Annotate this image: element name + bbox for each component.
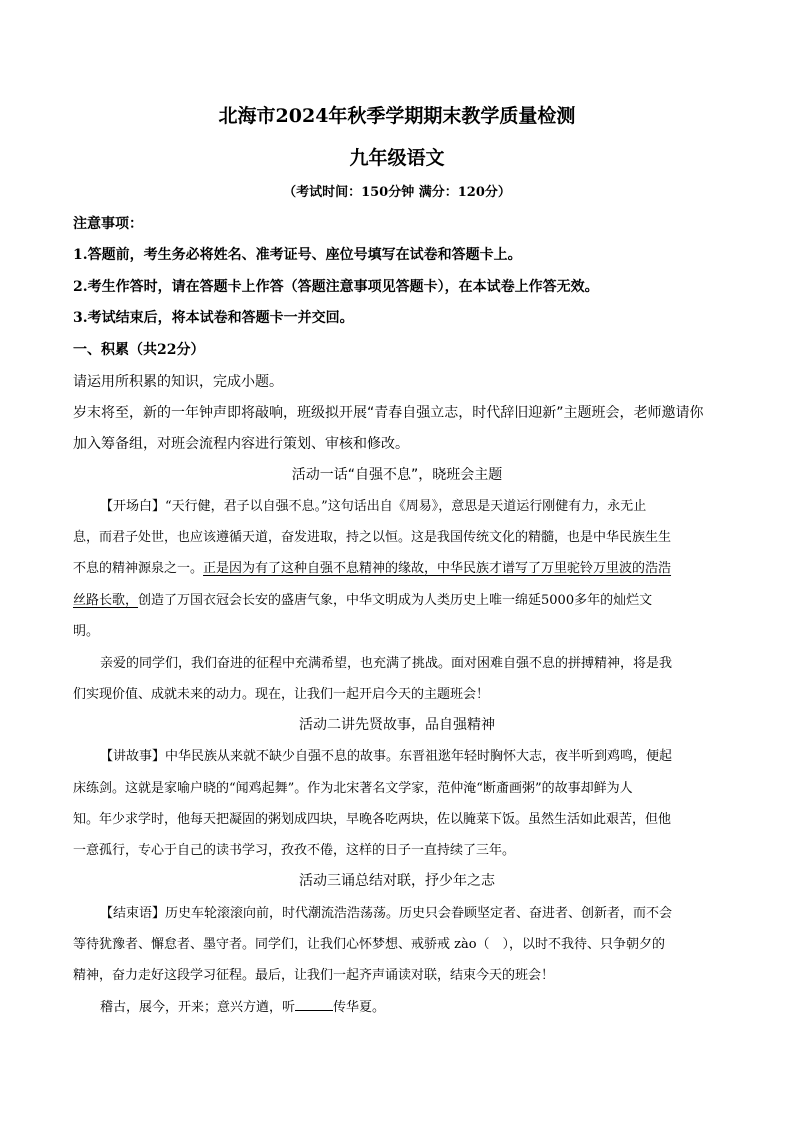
section-intro-line: 加入筹备组，对班会流程内容进行策划、审核和修改。 <box>73 436 409 452</box>
section-instruction: 请运用所积累的知识，完成小题。 <box>73 374 283 390</box>
paragraph-line: 一意孤行，专心于自己的读书学习，孜孜不倦，这样的日子一直持续了三年。 <box>73 843 516 858</box>
answer-blank <box>295 998 333 1011</box>
page-title: 北海市2024年秋季学期期末教学质量检测 <box>218 105 576 127</box>
plain-text: 不息的精神源泉之一。 <box>73 561 204 576</box>
paragraph-line: 床练剑。这就是家喻户晓的“闻鸡起舞”。作为北宋著名文学家，范仲淹“断齑画粥”的故事却鲜为人 <box>73 781 633 796</box>
paragraph-line: 息，而君子处世，也应该遵循天道，奋发进取，持之以恒。这是我国传统文化的精髓，也是中华民族生生 <box>73 530 672 545</box>
notice-item: 3.考试结束后，将本试卷和答题卡一并交回。 <box>73 310 354 326</box>
paragraph-line: 们实现价值、成就未来的动力。现在，让我们一起开启今天的主题班会！ <box>73 687 490 702</box>
notice-heading: 注意事项： <box>73 216 143 232</box>
paragraph-line <box>73 589 652 608</box>
paragraph-line: 明。 <box>73 624 100 639</box>
couplet-prefix: 稽古，展今，开来；意兴方遒，听 <box>100 1000 296 1015</box>
activity-title: 活动三诵总结对联，抒少年之志 <box>299 873 495 889</box>
paragraph-line: 精神，奋力走好这段学习征程。最后，让我们一起齐声诵读对联，结束今天的班会！ <box>73 968 555 983</box>
section-heading: 一、积累（共22分） <box>73 342 205 358</box>
exam-info: （考试时间：150分钟 满分：120分） <box>283 185 511 200</box>
underlined-sentence: 丝路长歌， <box>73 593 139 608</box>
activity-title: 活动一话“自强不息”，晓班会主题 <box>291 467 503 483</box>
activity-title: 活动二讲先贤故事，品自强精神 <box>299 717 495 733</box>
paragraph-line: 【结束语】历史车轮滚滚向前，时代潮流浩浩荡荡。历史只会眷顾坚定者、奋进者、创新者，而不会 <box>100 906 673 921</box>
notice-item: 1.答题前，考生务必将姓名、准考证号、座位号填写在试卷和答题卡上。 <box>73 247 522 263</box>
couplet-line <box>100 996 385 1015</box>
plain-text: 创造了万国衣冠会长安的盛唐气象，中华文明成为人类历史上唯一绵延5000多年的灿烂文 <box>138 593 653 608</box>
paragraph-line: 等待犹豫者、懈怠者、墨守者。同学们，让我们心怀梦想、戒骄戒 zào（ ），以时不我待、只争朝夕的 <box>73 937 666 952</box>
paragraph-line: 知。年少求学时，他每天把凝固的粥划成四块，早晚各吃两块，佐以腌菜下饭。虽然生活如此艰苦，但他 <box>73 812 672 827</box>
paragraph-line: 【讲故事】中华民族从来就不缺少自强不息的故事。东晋祖逖年轻时胸怀大志，夜半听到鸡鸣，便起 <box>100 749 673 764</box>
couplet-suffix: 传华夏。 <box>333 1000 386 1015</box>
subject-title: 九年级语文 <box>349 147 445 169</box>
paragraph-line: 【开场白】“天行健，君子以自强不息。”这句话出自《周易》，意思是天道运行刚健有力，永无止 <box>100 499 647 514</box>
underlined-sentence: 正是因为有了这种自强不息精神的缘故，中华民族才谱写了万里驼铃万里波的浩浩 <box>203 561 672 576</box>
notice-item: 2.考生作答时，请在答题卡上作答（答题注意事项见答题卡），在本试卷上作答无效。 <box>73 279 599 295</box>
paragraph-line <box>73 557 671 576</box>
section-intro-line: 岁末将至，新的一年钟声即将敲响，班级拟开展“青春自强立志，时代辞旧迎新”主题班会，老师邀请你 <box>73 405 704 421</box>
paragraph-line: 亲爱的同学们，我们奋进的征程中充满希望，也充满了挑战。面对困难自强不息的拼搏精神，将是我 <box>100 656 673 671</box>
